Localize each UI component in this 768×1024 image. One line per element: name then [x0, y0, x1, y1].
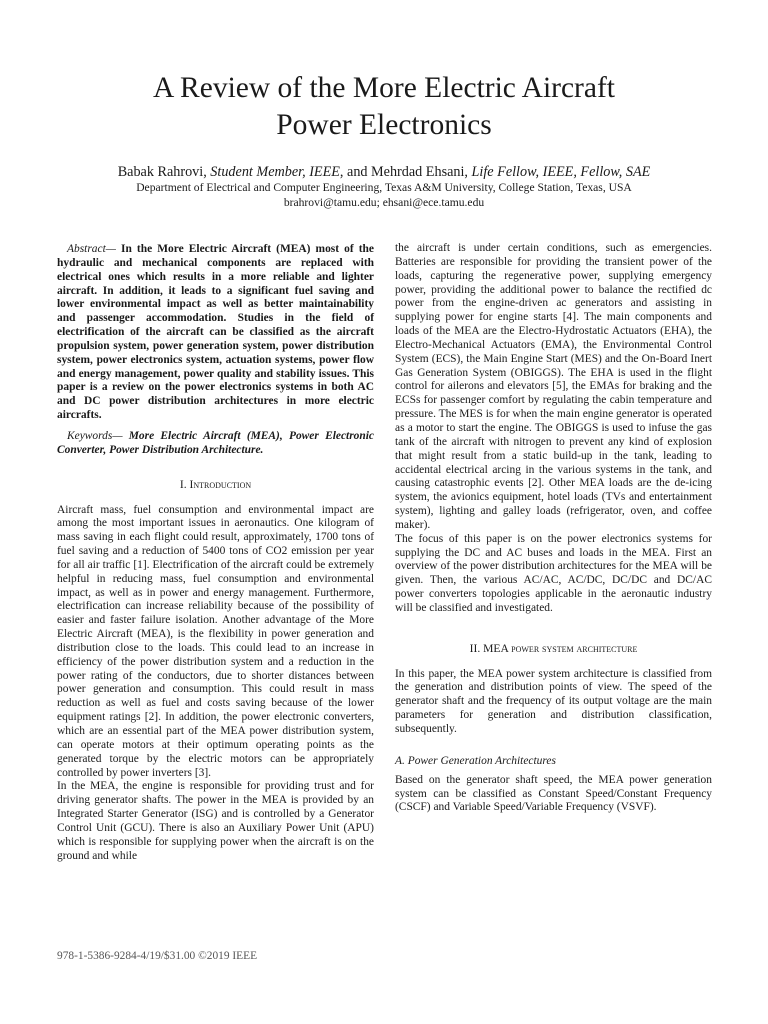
affiliation: Department of Electrical and Computer Engineering, Texas A&M University, College Station, Texas, USA [136, 181, 632, 194]
abstract-label: Abstract— [67, 243, 122, 255]
subsection-a-heading [395, 755, 712, 769]
section-2-paragraph-1: In this paper, the MEA power system architecture is classified from the generation and distribution points of view. The speed of the generator shaft and the frequency of its output voltage are the main parameters for generation and distribution classification, subsequently. [395, 667, 712, 735]
left-column [57, 243, 374, 863]
subsection-a-number: A. [395, 754, 408, 767]
subsection-a-title: Power Generation Architectures [407, 754, 556, 767]
section-1-heading [57, 478, 374, 492]
paper-title [0, 70, 768, 144]
intro-paragraph-2-continued: the aircraft is under certain conditions, such as emergencies. Batteries are responsible for providing the transient power of the loads, capturing the regenerative power, supplying emergency power, providing the additional power to balance the rectified dc power from the engine-driven ac generators and assisting in supplying power for engine starts [4]. The main components and loads of the MEA are the Electro-Hydrostatic Actuators (EHA), the Electro-Mechanical Actuators (EMA), the Environmental Control System (ECS), the Main Engine Start (MES) and the On-Board Inert Gas Generation System (OBIGGS). The EHA is used in the flight control for ailerons and elevators [5], the EMAs for braking and the ECSs for passenger comfort by regulating the cabin temperature and pressure. The MES is for when the main engine generator is operated as a motor to start the engine. The OBIGGS is used to infuse the gas tank of the aircraft with nitrogen to prevent any kind of explosion that might result from a static build-up in the tank, leading to accidental electrical arcing in the various systems in the tank, and causing catastrophic events [2]. Other MEA loads are the de-icing system, the avionics equipment, hotel loads (TVs and entertainment system), lighting and galley loads (refrigerator, oven, and coffee maker). [395, 242, 712, 531]
abstract-body: In the More Electric Aircraft (MEA) most of the hydraulic and mechanical components are replaced with electrical ones which results in a more reliable and lighter aircraft. In addition, it leads to a significant fuel saving and lower environmental impact as well as better maintainability and passenger accommodation. Studies in the field of electrification of the aircraft can be classified as the aircraft propulsion system, power generation system, power distribution system, power electronics system, actuation systems, power flow and energy management, power quality and stability issues. This paper is a review on the power electronics systems in both AC and DC power distribution architectures in more electric aircrafts. [57, 243, 374, 422]
subsection-a-paragraph-1: Based on the generator shaft speed, the MEA power generation system can be classified as Constant Speed/Constant Frequency (CSCF) and Variable Speed/Variable Frequency (VSVF). [395, 773, 712, 814]
section-1-number: I. [179, 477, 190, 491]
author-2-role: Life Fellow, IEEE, Fellow, SAE [471, 164, 651, 180]
section-2-title: power system architecture [511, 641, 638, 655]
author-1-name: Babak Rahrovi, [117, 164, 211, 180]
copyright-footer: 978-1-5386-9284-4/19/$31.00 ©2019 IEEE [57, 950, 258, 962]
author-join: , and Mehrdad Ehsani, [339, 164, 472, 180]
keywords-body: More Electric Aircraft (MEA), Power Electronic Converter, Power Distribution Architecture. [57, 429, 374, 456]
intro-paragraph-3: The focus of this paper is on the power electronics systems for supplying the DC and AC buses and loads in the MEA. First an overview of the power distribution architectures for the MEA will be given. Then, the various AC/AC, AC/DC, DC/DC and DC/AC power converters topologies applicable in the aeronautic industry will be classified and investigated. [395, 532, 712, 614]
author-line [0, 164, 768, 181]
section-2-title-prefix: MEA [483, 641, 512, 655]
keywords [57, 430, 374, 458]
author-1-role: Student Member, IEEE [210, 164, 340, 180]
section-1-title: Introduction [189, 477, 252, 491]
author-emails: brahrovi@tamu.edu; ehsani@ece.tamu.edu [283, 196, 485, 209]
right-column [395, 242, 712, 815]
keywords-label: Keywords— [67, 429, 129, 442]
intro-paragraph-2: In the MEA, the engine is responsible for providing trust and for driving generator shafts. The power in the MEA is provided by an Integrated Starter Generator (ISG) and is controlled by a Generator Control Unit (GCU). There is also an Auxiliary Power Unit (APU) which is responsible for supplying power when the aircraft is on the ground and while [57, 780, 374, 862]
abstract [57, 243, 374, 423]
title-line-1: A Review of the More Electric Aircraft [153, 72, 615, 104]
intro-paragraph-1: Aircraft mass, fuel consumption and environmental impact are among the most important issues in aeronautics. One kilogram of mass saving in each flight could result, approximately, 1700 tons of fuel saving and a reduction of 5400 tons of CO2 emission per year for all air traffic [1]. Electrification of the aircraft could be extremely helpful in reducing mass, fuel consumption and environmental impact, as well as in power and energy management. Furthermore, electrification can increase reliability because of the possibility of easier and faster failure isolation. Another advantage of the More Electric Aircraft (MEA), is the flexibility in power generation and distribution close to the loads. This could lead to an increase in efficiency of the power distribution system and a reduction in the power rating of the conductors, due to shorter distances between power generation and consumption. This could result in mass reduction as well as fuel and costs saving because of the lower equipment ratings [2]. In addition, the power electronic converters, which are an essential part of the MEA power distribution system, can operate motors at their optimum operating points as the generated torque by the electric motors can be appropriately controlled by power inverters [3]. [57, 503, 374, 779]
section-2-heading [395, 642, 712, 656]
title-line-2: Power Electronics [276, 109, 492, 141]
section-2-number: II. [469, 641, 484, 655]
